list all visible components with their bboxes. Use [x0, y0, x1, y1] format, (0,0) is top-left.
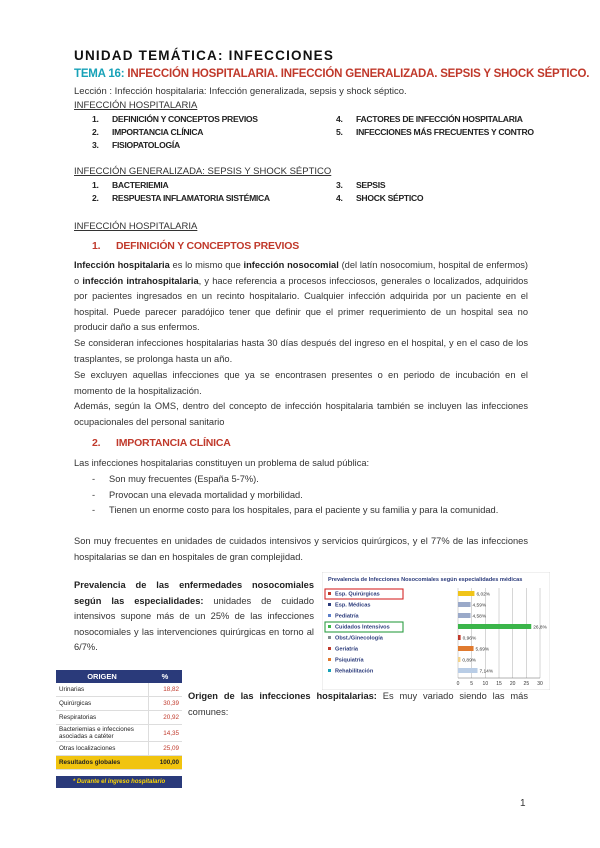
chart-tick-label: 0	[456, 681, 460, 687]
chart-bar	[458, 657, 460, 662]
chart-category-label: Psiquiatría	[335, 657, 364, 664]
index2-item: 4. SHOCK SÉPTICO	[336, 193, 424, 203]
chart-tick-label: 30	[537, 681, 543, 687]
chart-tick-label: 5	[470, 681, 474, 687]
table-note: * Durante el ingreso hospitalario	[56, 776, 182, 788]
chart-bar	[458, 602, 471, 607]
index1-title: INFECCIÓN HOSPITALARIA	[74, 100, 198, 111]
chart-tick-label: 10	[482, 681, 489, 687]
chart-bar	[458, 613, 471, 618]
chart-bullet	[328, 636, 331, 639]
table-row: Bacteriemias e infecciones asociadas a catéter 14,35	[56, 725, 182, 742]
chart-category-label: Geriatría	[335, 646, 359, 653]
s1-paragraph-1: Infección hospitalaria es lo mismo que infección nosocomial (del latín nosocomium, hospital de enfermos) o infección intrahospitalaria, y hace referencia a procesos infecciosos, generales o localizados, adquiridos por pacientes ingresados en un recinto hospitalario. Cualquier infección adquirida por un paciente en el hospital. Puede parecer paradójico tener que definir que el primer requerimiento de un hospital sea no producir daño a sus enfermos.	[74, 260, 528, 333]
chart-category-label: Pediatría	[335, 613, 359, 620]
tema-label: TEMA 16:	[74, 68, 125, 80]
chart-bullet	[328, 647, 331, 650]
chart-value-label: 5,69%	[475, 647, 490, 653]
s1-heading: 1. DEFINICIÓN Y CONCEPTOS PREVIOS	[92, 240, 300, 252]
table-row: Respiratorias 20,92	[56, 711, 182, 725]
chart-value-label: 0,89%	[462, 658, 477, 664]
origin-table	[56, 670, 182, 770]
chart-value-label: 0,96%	[462, 636, 477, 642]
chart-bar	[458, 635, 461, 640]
s2-bullet: - Tienen un enorme costo para los hospitales, para el paciente y su familia y para la comunidad.	[92, 505, 499, 515]
s1-paragraph-3: Se excluyen aquellas infecciones que ya se encontrasen presentes o en periodo de incubación en el momento de la hospitalización.	[74, 370, 528, 396]
table-total-row: Resultados globales 100,00	[56, 756, 182, 770]
unit-title: UNIDAD TEMÁTICA: INFECCIONES	[74, 48, 335, 63]
s2-heading: 2. IMPORTANCIA CLÍNICA	[92, 437, 231, 449]
s2-paragraph-after: Son muy frecuentes en unidades de cuidados intensivos y servicios quirúrgicos, y el 77% de las infecciones hospitalarias se dan en hospitales de gran complejidad.	[74, 536, 528, 562]
chart-tick-label: 15	[496, 681, 502, 687]
chart-value-label: 26,8%	[533, 625, 547, 631]
index1-item: 3. FISIOPATOLOGÍA	[92, 140, 180, 150]
index1-item: 2. IMPORTANCIA CLÍNICA	[92, 127, 204, 137]
chart-bullet	[328, 669, 331, 672]
chart-tick-label: 25	[523, 681, 530, 687]
origin-table-wrap	[56, 670, 182, 788]
chart-value-label: 7,14%	[479, 669, 494, 675]
table-row: Otras localizaciones 25,09	[56, 742, 182, 756]
index2-item: 2. RESPUESTA INFLAMATORIA SISTÉMICA	[92, 193, 270, 203]
chart-category-label: Esp. Quirúrgicas	[335, 591, 380, 598]
s2-bullet: - Provocan una elevada mortalidad y morbilidad.	[92, 490, 303, 500]
chart-value-label: 4,58%	[472, 614, 487, 620]
chart-bar	[458, 624, 531, 629]
tema-text: INFECCIÓN HOSPITALARIA. INFECCIÓN GENERALIZADA. SEPSIS Y SHOCK SÉPTICO.	[127, 68, 590, 80]
origin-paragraph: Origen de las infecciones hospitalarias: Es muy variado siendo las más comunes:	[188, 691, 528, 717]
chart-bar	[458, 646, 474, 651]
chart-bullet	[328, 614, 331, 617]
index2-title: INFECCIÓN GENERALIZADA: SEPSIS Y SHOCK SÉPTICO	[74, 166, 332, 177]
s2-intro: Las infecciones hospitalarias constituyen un problema de salud pública:	[74, 458, 370, 468]
chart-bar	[458, 591, 474, 596]
s1-paragraph-2: Se consideran infecciones hospitalarias hasta 30 días después del ingreso en el hospital, y en el caso de los trasplantes, se prolonga hasta un año.	[74, 338, 528, 364]
chart-category-label: Rehabilitación	[335, 668, 374, 675]
prevalence-chart	[322, 572, 550, 690]
index1-item: 4. FACTORES DE INFECCIÓN HOSPITALARIA	[336, 114, 523, 124]
chart-value-label: 6,02%	[476, 592, 491, 598]
index2-item: 1. BACTERIEMIA	[92, 180, 169, 190]
chart-bullet	[328, 592, 331, 595]
index1-item: 1. DEFINICIÓN Y CONCEPTOS PREVIOS	[92, 114, 258, 124]
tema-heading	[74, 68, 589, 80]
chart-value-label: 4,59%	[472, 603, 487, 609]
percent-header: %	[148, 670, 182, 683]
s2-bullet: - Son muy frecuentes (España 5-7%).	[92, 474, 259, 484]
chart-bullet	[328, 625, 331, 628]
chart-tick-label: 20	[509, 681, 516, 687]
prevalence-paragraph: Prevalencia de las enfermedades nosocomiales según las especialidades: unidades de cuidado intensivos supone más de un 25% de las infecciones nosocomiales y las intervenciones quirúrgicas en torno al 6/7%.	[74, 580, 314, 653]
chart-category-label: Cuidados Intensivos	[335, 624, 390, 631]
section-title: INFECCIÓN HOSPITALARIA	[74, 221, 198, 232]
chart-title: Prevalencia de Infecciones Nosocomiales según especialidades médicas	[328, 577, 523, 583]
page-number: 1	[520, 798, 526, 809]
index2-item: 3. SEPSIS	[336, 180, 386, 190]
chart-bar	[458, 668, 478, 673]
s1-paragraph-4: Además, según la OMS, dentro del concepto de infección hospitalaria también se incluyen las infecciones ocupacionales del personal sanitario	[74, 401, 528, 427]
chart-category-label: Obst./Ginecología	[335, 635, 383, 642]
chart-bullet	[328, 603, 331, 606]
chart-category-label: Esp. Médicas	[335, 602, 371, 609]
index1-item: 5. INFECCIONES MÁS FRECUENTES Y CONTRO	[336, 127, 534, 137]
chart-bullet	[328, 658, 331, 661]
leccion-line: Lección : Infección hospitalaria: Infección generalizada, sepsis y shock séptico.	[74, 86, 407, 97]
table-row: Urinarias 18,82	[56, 683, 182, 697]
origin-header: ORIGEN	[56, 670, 148, 683]
table-row: Quirúrgicas 30,39	[56, 697, 182, 711]
